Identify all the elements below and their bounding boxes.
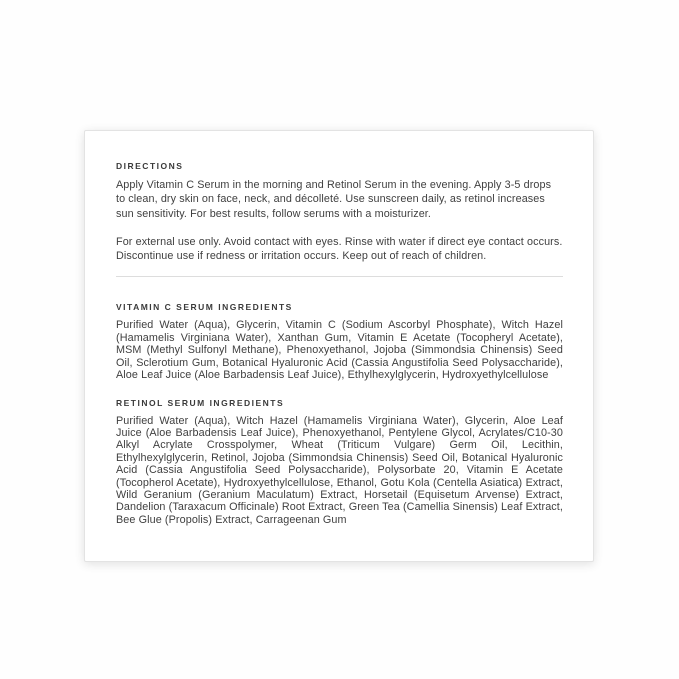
directions-warning-text: For external use only. Avoid contact with eyes. Rinse with water if direct eye contact occurs. Discontinue use if redness or irritation occurs. Keep out of reach of children. xyxy=(116,235,563,263)
vitamin-c-ingredients-heading: VITAMIN C SERUM INGREDIENTS xyxy=(116,302,293,313)
vitamin-c-ingredients-text: Purified Water (Aqua), Glycerin, Vitamin C (Sodium Ascorbyl Phosphate), Witch Hazel (Hamamelis Virginiana Water), Xanthan Gum, Vitamin E Acetate (Tocopheryl Acetate), MSM (Methyl Sulfonyl Methane), Phenoxyethanol, Jojoba (Simmondsia Chinensis) Seed Oil, Sclerotium Gum, Botanical Hyaluronic Acid (Cassia Angustifolia Seed Polysaccharide), Aloe Leaf Juice (Aloe Barbadensis Leaf Juice), Ethylhexylglycerin, Hydroxyethylcellulose xyxy=(116,319,563,382)
retinol-ingredients-text: Purified Water (Aqua), Witch Hazel (Hamamelis Virginiana Water), Glycerin, Aloe Leaf Juice (Aloe Barbadensis Leaf Juice), Phenoxyethanol, Pentylene Glycol, Acrylates/C10-30 Alkyl Acrylate Crosspolymer, Wheat (Triticum Vulgare) Germ Oil, Lecithin, Ethylhexylglycerin, Retinol, Jojoba (Simmondsia Chinensis) Seed Oil, Botanical Hyaluronic Acid (Cassia Angustifolia Seed Polysaccharide), Polysorbate 20, Vitamin E Acetate (Tocopherol Acetate), Hydroxyethylcellulose, Ethanol, Gotu Kola (Centella Asiatica) Extract, Wild Geranium (Geranium Maculatum) Extract, Horsetail (Equisetum Arvense) Extract, Dandelion (Taraxacum Officinale) Root Extract, Green Tea (Camellia Sinensis) Leaf Extract, Bee Glue (Propolis) Extract, Carrageenan Gum xyxy=(116,414,563,526)
product-label-card xyxy=(84,130,594,562)
retinol-ingredients-section xyxy=(116,398,563,527)
directions-usage-text: Apply Vitamin C Serum in the morning and Retinol Serum in the evening. Apply 3-5 drops to clean, dry skin on face, neck, and décolleté. Use sunscreen daily, as retinol increases sun sensitivity. For best results, follow serums with a moisturizer. xyxy=(116,179,552,220)
vitamin-c-ingredients-section xyxy=(116,302,563,381)
section-divider xyxy=(116,276,563,277)
retinol-ingredients-heading: RETINOL SERUM INGREDIENTS xyxy=(116,397,285,408)
directions-heading: DIRECTIONS xyxy=(116,161,184,171)
directions-section xyxy=(116,161,563,263)
